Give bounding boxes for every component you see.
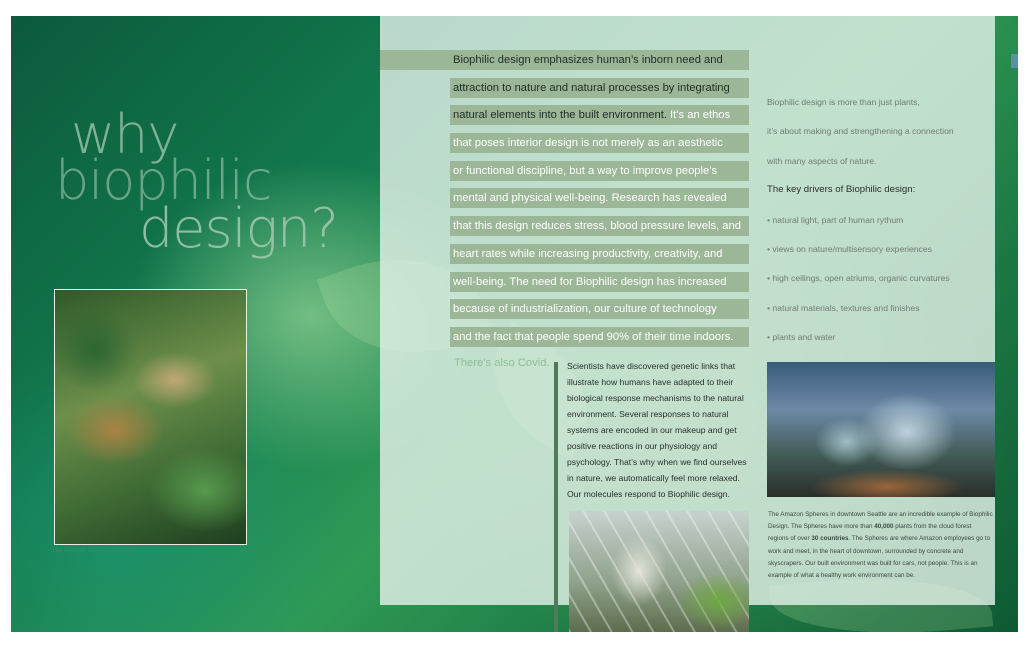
caption-text: . The Spheres are where Amazon employees go to work and meet, in the heart of downtown, surrounded by concrete and skyscrapers. Our built environment was built for cars, not people. This is an example of what a healthy work environment can be. (768, 535, 991, 580)
side-intro-line: it’s about making and strengthening a connection (767, 126, 954, 137)
driver-item: • natural light, part of human rythum (767, 214, 904, 225)
covid-note: There’s also Covid. (454, 357, 550, 369)
lead-line: and the fact that people spend 90% of their time indoors. (450, 327, 749, 347)
lead-line: that this design reduces stress, blood pressure levels, and (450, 216, 749, 236)
caption-text: The Amazon Spheres in downtown Seattle are an incredible example of Biophilic Design. The Spheres have more than (768, 511, 993, 531)
garden-photo (54, 289, 247, 545)
drivers-heading: The key drivers of Biophilic design: (767, 184, 916, 196)
driver-item: • views on nature/multisensory experiences (767, 243, 932, 254)
headline-design: design? (139, 197, 338, 260)
column-divider (554, 362, 558, 632)
side-intro-line: with many aspects of nature. (767, 155, 877, 166)
caption-countries: 30 countries (811, 535, 849, 543)
magazine-spread (11, 16, 1018, 632)
lead-line: attraction to nature and natural processes by integrating (450, 78, 749, 98)
amazon-spheres-photo (767, 362, 995, 497)
driver-item: • plants and water (767, 332, 836, 343)
caption-text: plants from the cloud forest regions of over (768, 523, 972, 543)
lead-line (450, 105, 749, 125)
garden-photo-caption: The Amazon Spheres in Seattle (52, 548, 137, 554)
lead-line: heart rates while increasing productivity, creativity, and (450, 244, 749, 264)
lead-line: well-being. The need for Biophilic design has increased (450, 272, 749, 292)
body-paragraph: Scientists have discovered genetic links that illustrate how humans have adapted to their biological response mechanisms to the natural environment. Several responses to natural systems are encoded in our makeup and get positive reactions in our physiology and psychology. That’s why when we find ourselves in nature, we automatically feel more relaxed. Our molecules respond to Biophilic design. (567, 361, 747, 499)
lead-line-dark-part: natural elements into the built environment. (453, 109, 667, 122)
headline-why: why (71, 103, 179, 166)
lead-line: because of industrialization, our culture of technology (450, 299, 749, 319)
page-edge-tab (1011, 54, 1018, 68)
lead-line-light-part: It’s an ethos (666, 109, 731, 122)
lead-line: or functional discipline, but a way to improve people’s (450, 161, 749, 181)
driver-item: • natural materials, textures and finishes (767, 302, 920, 313)
side-column (767, 90, 987, 355)
lead-line: mental and physical well-being. Research has revealed (450, 188, 749, 208)
lead-line: Biophilic design emphasizes human’s inborn need and (380, 50, 749, 70)
driver-item: • high ceilings, open atriums, organic curvatures (767, 273, 950, 284)
spheres-caption (768, 509, 993, 582)
headline-biophilic: biophilic (55, 149, 272, 212)
lead-paragraph (380, 50, 749, 355)
side-intro-line: Biophilic design is more than just plants, (767, 97, 920, 107)
caption-plants-count: 40,000 (874, 523, 894, 531)
lead-line: that poses interior design is not merely as an aesthetic (450, 133, 749, 153)
sphere-interior-photo (569, 511, 749, 632)
